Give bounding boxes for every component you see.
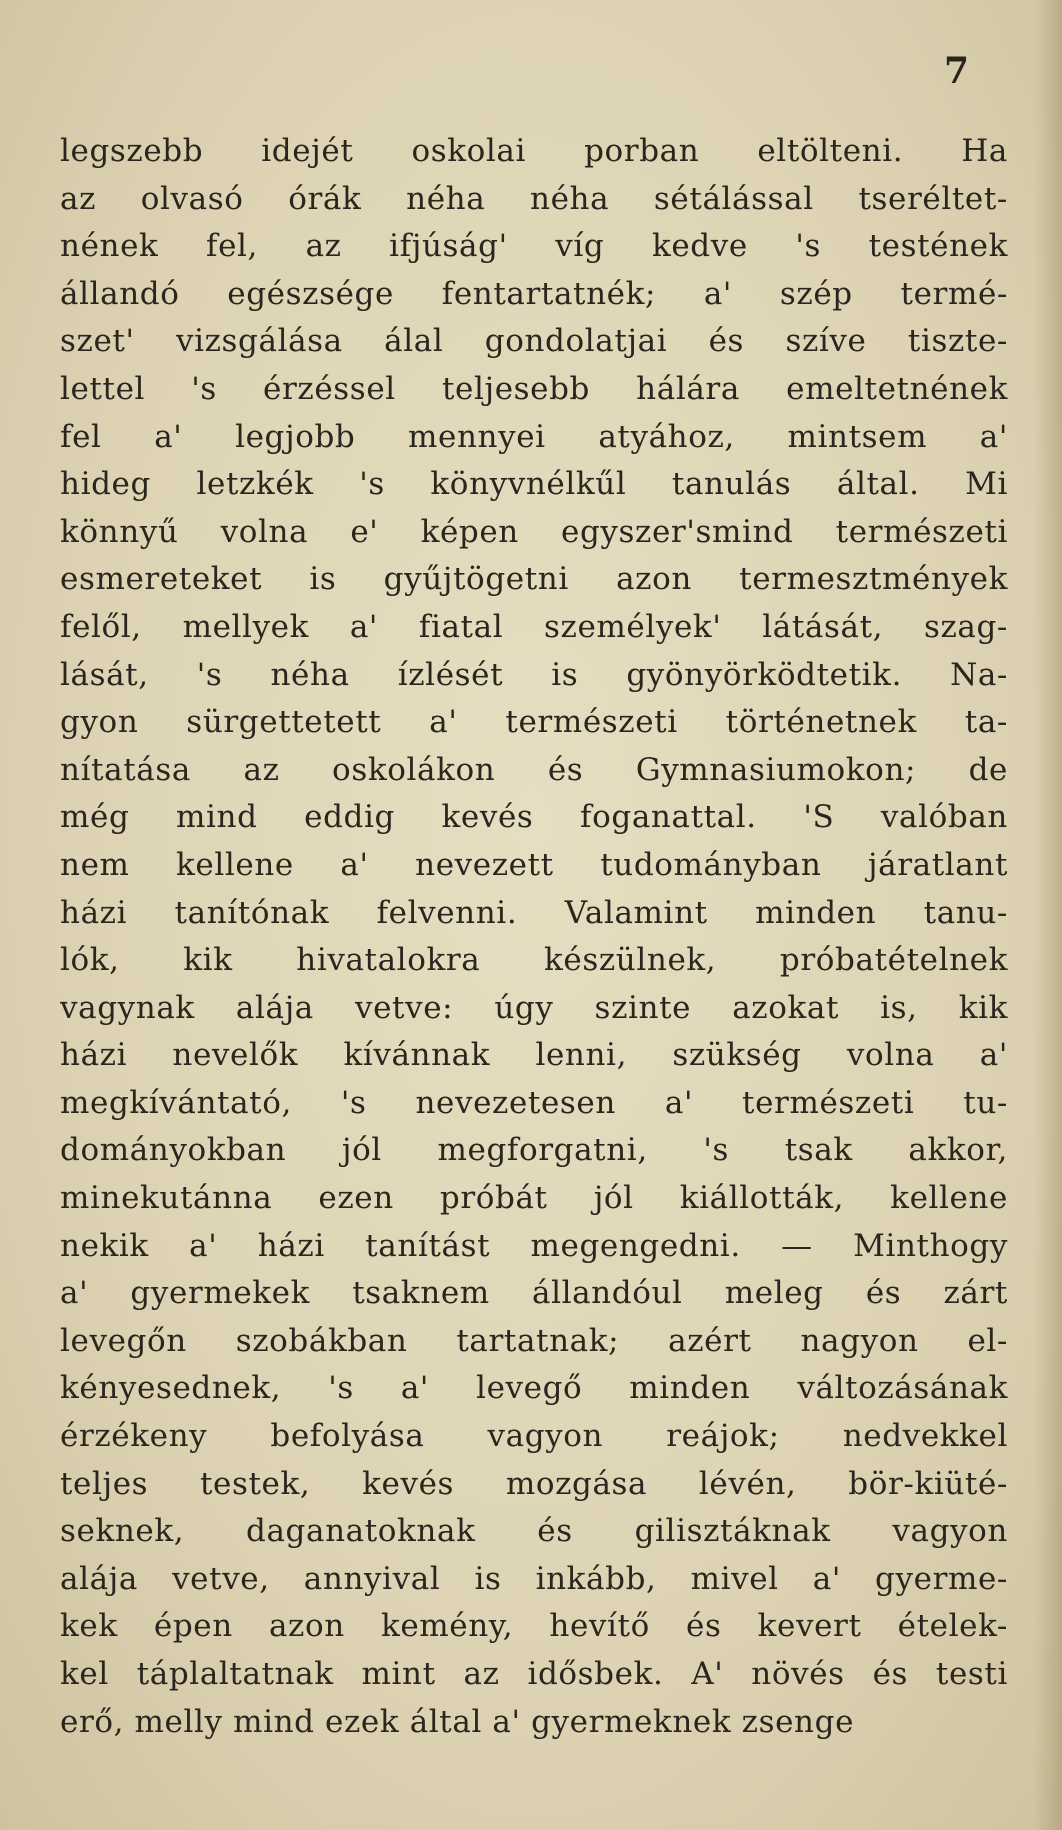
text-line: az olvasó órák néha néha sétálással tseréltet- bbox=[60, 180, 1008, 217]
text-line: hideg letzkék 's könyvnélkűl tanulás által. Mi bbox=[60, 466, 1008, 503]
text-line: még mind eddig kevés foganattal. 'S valóban bbox=[60, 799, 1008, 836]
text-line: lók, kik hivatalokra készülnek, próbatételnek bbox=[60, 942, 1008, 979]
text-line: nekik a' házi tanítást megengedni. — Minthogy bbox=[60, 1227, 1008, 1264]
text-line: nítatása az oskolákon és Gymnasiumokon; de bbox=[60, 751, 1008, 788]
text-line: gyon sürgettetett a' természeti történetnek ta- bbox=[60, 704, 1008, 741]
text-line: lását, 's néha ízlését is gyönyörködtetik. Na- bbox=[60, 656, 1008, 693]
text-line: dományokban jól megforgatni, 's tsak akkor, bbox=[60, 1132, 1008, 1169]
text-line: nének fel, az ifjúság' víg kedve 's testének bbox=[60, 228, 1008, 265]
text-line: levegőn szobákban tartatnak; azért nagyon el- bbox=[60, 1322, 1008, 1359]
text-line: házi tanítónak felvenni. Valamint minden tanu- bbox=[60, 894, 1008, 931]
text-line: fel a' legjobb mennyei atyához, mintsem a' bbox=[60, 418, 1008, 455]
page-edge-shadow bbox=[1034, 0, 1062, 1830]
text-line: könnyű volna e' képen egyszer'smind természeti bbox=[60, 513, 1008, 550]
text-line: érzékeny befolyása vagyon reájok; nedvekkel bbox=[60, 1418, 1008, 1455]
text-line: felől, mellyek a' fiatal személyek' látását, szag- bbox=[60, 608, 1008, 645]
text-line: legszebb idejét oskolai porban eltölteni. Ha bbox=[60, 133, 1008, 169]
text-line: kek épen azon kemény, hevítő és kevert ételek- bbox=[60, 1608, 1008, 1645]
text-line: erő, melly mind ezek által a' gyermeknek zsenge bbox=[60, 1703, 855, 1740]
text-line: megkívántató, 's nevezetesen a' természeti tu- bbox=[60, 1084, 1008, 1121]
text-line: szet' vizsgálása álal gondolatjai és szíve tiszte- bbox=[60, 323, 1008, 360]
text-line: házi nevelők kívánnak lenni, szükség volna a' bbox=[60, 1037, 1008, 1074]
text-line: alája vetve, annyival is inkább, mivel a' gyerme- bbox=[60, 1560, 1008, 1597]
text-line: vagynak alája vetve: úgy szinte azokat is, kik bbox=[60, 989, 1008, 1026]
text-line: kel táplaltatnak mint az idősbek. A' növés és testi bbox=[60, 1656, 1008, 1692]
text-line: teljes testek, kevés mozgása lévén, bör-kiüté- bbox=[60, 1465, 1008, 1502]
text-line: minekutánna ezen próbát jól kiállották, kellene bbox=[60, 1180, 1008, 1217]
page-number: 7 bbox=[944, 50, 970, 92]
text-line: esmereteket is gyűjtögetni azon termesztmények bbox=[60, 561, 1008, 598]
text-line: seknek, daganatoknak és gilisztáknak vagyon bbox=[60, 1513, 1008, 1550]
text-line: kényesednek, 's a' levegő minden változásának bbox=[60, 1370, 1008, 1407]
text-line: nem kellene a' nevezett tudományban járatlant bbox=[60, 846, 1008, 883]
text-line: állandó egészsége fentartatnék; a' szép termé- bbox=[60, 275, 1008, 312]
text-line: lettel 's érzéssel teljesebb hálára emeltetnének bbox=[60, 370, 1008, 407]
body-text bbox=[60, 128, 1008, 1746]
text-line: a' gyermekek tsaknem állandóul meleg és zárt bbox=[60, 1275, 1008, 1312]
